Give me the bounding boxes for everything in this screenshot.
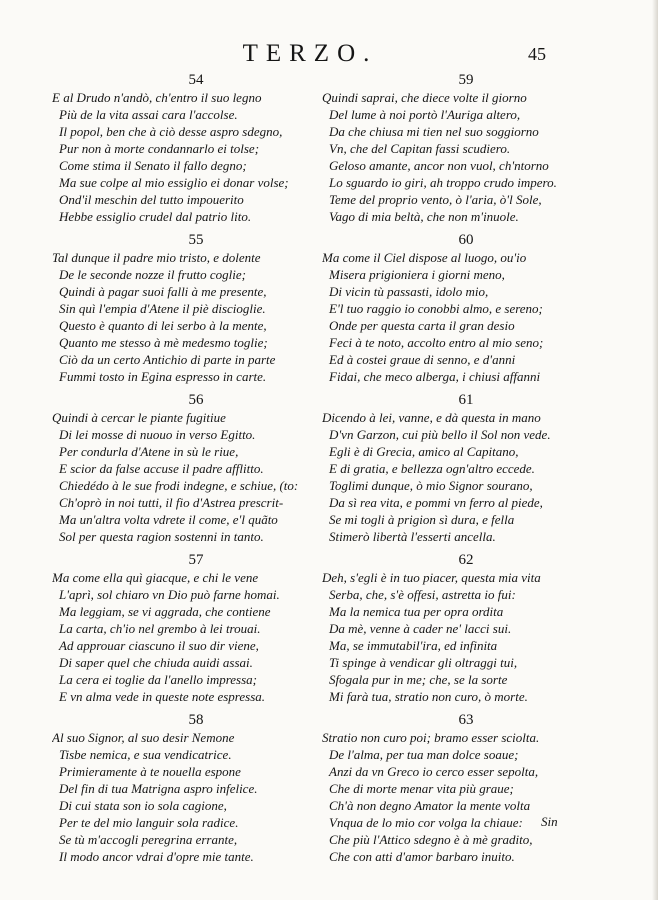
stanza-number: 61 <box>458 392 474 408</box>
verse-line: E scior da false accuse il padre afflitto. <box>59 461 264 476</box>
verse-line: Sol per questa ragion sostenni in tanto. <box>59 529 264 544</box>
verse-line: L'aprì, sol chiaro vn Dio può farne homai. <box>59 587 280 602</box>
verse-line: Teme del proprio vento, ò l'aria, ò'l Sole, <box>329 192 542 207</box>
verse-line: Ma leggiam, se vi aggrada, che contiene <box>59 604 271 619</box>
stanza <box>322 232 590 392</box>
verse-line: Vn, che del Capitan fassi scudiero. <box>329 141 511 156</box>
verse-line: Misera prigioniera i giorni meno, <box>329 267 505 282</box>
verse-line: D'vn Garzon, cui più bello il Sol non vede. <box>329 427 551 442</box>
stanza-number: 63 <box>458 712 474 728</box>
verse-line: Questo è quanto di lei serbo à la mente, <box>59 318 267 333</box>
verse-line: Ti spinge à vendicar gli oltraggi tui, <box>329 655 518 670</box>
verse-line: Fummi tosto in Egina espresso in carte. <box>59 369 267 384</box>
verse-line: Come stima il Senato il fallo degno; <box>59 158 247 173</box>
verse-line: Ma come il Ciel dispose al luogo, ou'io <box>322 250 527 265</box>
verse-line: E'l tuo raggio io conobbi almo, e sereno; <box>329 301 543 316</box>
stanza <box>52 712 320 872</box>
verse-line: Lo sguardo io giri, ah troppo crudo impero. <box>329 175 557 190</box>
verse-line: Ma come ella quì giacque, e chi le vene <box>52 570 259 585</box>
verse-line: Ciò da un certo Antichio di parte in parte <box>59 352 276 367</box>
verse-line: Ond'il meschin del tutto impouerito <box>59 192 244 207</box>
verse-line: Quindi à pagar suoi falli à me presente, <box>59 284 267 299</box>
running-head <box>0 40 658 70</box>
running-title: TERZO. <box>242 40 378 67</box>
stanza-number: 59 <box>458 72 474 88</box>
verse-line: Stimerò libertà l'esserti ancella. <box>329 529 496 544</box>
verse-line: Ch'oprò in noi tutti, il fio d'Astrea prescrit- <box>59 495 284 510</box>
verse-line: E di gratia, e bellezza ogn'altro eccede. <box>329 461 535 476</box>
verse-line: Da sì rea vita, e pommi vn ferro al piede, <box>329 495 543 510</box>
verse-line: Ma un'altra volta vdrete il come, e'l quãto <box>59 512 278 527</box>
stanza-number: 56 <box>188 392 204 408</box>
verse-line: Egli è di Grecia, amico al Capitano, <box>329 444 519 459</box>
verse-line: Pur non à morte condannarlo ei tolse; <box>59 141 260 156</box>
verse-line: Ed à costei graue di senno, e d'anni <box>329 352 516 367</box>
verse-line: Geloso amante, ancor non vuol, ch'ntorno <box>329 158 549 173</box>
verse-line: Al suo Signor, al suo desir Nemone <box>52 730 235 745</box>
verse-line: Primieramente à te nouella espone <box>59 764 241 779</box>
verse-line: Il popol, ben che à ciò desse aspro sdegno, <box>59 124 283 139</box>
verse-line: Ad approuar ciascuno il suo dir viene, <box>59 638 259 653</box>
page-number: 45 <box>528 44 546 64</box>
verse-line: Per te del mio languir sola radice. <box>59 815 239 830</box>
verse-line: Tisbe nemica, e sua vendicatrice. <box>59 747 232 762</box>
verse-line: Che più l'Attico sdegno è à mè gradito, <box>329 832 533 847</box>
verse-line: Di vicin tù passasti, idolo mio, <box>329 284 489 299</box>
verse-line: Toglimi dunque, ò mio Signor sourano, <box>329 478 533 493</box>
verse-line: Stratio non curo poi; bramo esser sciolta. <box>322 730 540 745</box>
catchword: Sin <box>541 814 558 829</box>
stanza <box>322 392 590 552</box>
stanza <box>52 232 320 392</box>
left-column <box>52 72 320 872</box>
stanza-number: 57 <box>188 552 204 568</box>
verse-line: E al Drudo n'andò, ch'entro il suo legno <box>52 90 262 105</box>
verse-line: De l'alma, per tua man dolce soaue; <box>329 747 519 762</box>
verse-line: Quindi saprai, che diece volte il giorno <box>322 90 527 105</box>
verse-line: Ma la nemica tua per opra ordita <box>329 604 504 619</box>
verse-line: Da mè, venne à cader ne' lacci sui. <box>329 621 512 636</box>
verse-line: Feci à te noto, accolto entro al mio seno; <box>329 335 544 350</box>
verse-line: Di cui stata son io sola cagione, <box>59 798 227 813</box>
verse-line: Vago di mia beltà, che non m'inuole. <box>329 209 519 224</box>
verse-line: Onde per questa carta il gran desio <box>329 318 515 333</box>
verse-line: Serba, che, s'è offesi, astretta io fui: <box>329 587 516 602</box>
stanza <box>322 712 590 872</box>
verse-line: E vn alma vede in queste note espressa. <box>59 689 266 704</box>
stanza-number: 62 <box>458 552 474 568</box>
verse-line: La carta, ch'io nel grembo à lei trouai. <box>59 621 261 636</box>
verse-line: Hebbe essiglio crudel dal patrio lito. <box>59 209 252 224</box>
verse-line: Se mi togli à prigion sì dura, e fella <box>329 512 515 527</box>
verse-line: Mi farà tua, stratio non curo, ò morte. <box>329 689 528 704</box>
verse-line: Fidai, che meco alberga, i chiusi affanni <box>329 369 541 384</box>
verse-line: Per condurla d'Atene in sù le riue, <box>59 444 239 459</box>
verse-line: Se tù m'accogli peregrina errante, <box>59 832 238 847</box>
stanza <box>52 392 320 552</box>
verse-line: Vnqua de lo mio cor volga la chiaue: <box>329 815 523 830</box>
verse-line: Del lume à noi portò l'Auriga altero, <box>329 107 521 122</box>
verse-line: Del fin di tua Matrigna aspro infelice. <box>59 781 258 796</box>
verse-line: Di lei mosse di nuouo in verso Egitto. <box>59 427 256 442</box>
verse-line: Sin quì l'empia d'Atene il piè discioglie. <box>59 301 266 316</box>
stanza-number: 60 <box>458 232 474 248</box>
verse-line: Più de la vita assai cara l'accolse. <box>59 107 238 122</box>
stanza <box>52 552 320 712</box>
right-column <box>322 72 590 872</box>
verse-line: Che di morte menar vita più graue; <box>329 781 514 796</box>
stanza <box>52 72 320 232</box>
stanza-number: 54 <box>188 72 204 88</box>
verse-line: Chiedédo à le sue frodi indegne, e schiue, (to: <box>59 478 299 493</box>
verse-line: Ch'à non degno Amator la mente volta <box>329 798 531 813</box>
verse-line: Anzi da vn Greco io cerco esser sepolta, <box>329 764 539 779</box>
page-edge <box>652 0 658 900</box>
verse-line: La cera ei toglie da l'anello impressa; <box>59 672 257 687</box>
stanza <box>322 72 590 232</box>
verse-line: Dicendo à lei, vanne, e dà questa in mano <box>322 410 541 425</box>
verse-line: Tal dunque il padre mio tristo, e dolente <box>52 250 261 265</box>
verse-line: Quindi à cercar le piante fugitiue <box>52 410 226 425</box>
verse-line: Quanto me stesso à mè medesmo toglie; <box>59 335 268 350</box>
verse-line: De le seconde nozze il frutto coglie; <box>59 267 247 282</box>
verse-line: Ma, se immutabil'ira, ed infinita <box>329 638 498 653</box>
verse-line: Sfogala pur in me; che, se la sorte <box>329 672 508 687</box>
verse-line: Da che chiusa mi tien nel suo soggiorno <box>329 124 539 139</box>
verse-line: Che con atti d'amor barbaro inuito. <box>329 849 515 864</box>
verse-line: Ma sue colpe al mio essiglio ei donar volse; <box>59 175 289 190</box>
stanza-number: 55 <box>188 232 204 248</box>
verse-line: Di saper quel che chiuda auidi assai. <box>59 655 253 670</box>
stanza <box>322 552 590 712</box>
verse-line: Deh, s'egli è in tuo piacer, questa mia vita <box>322 570 541 585</box>
stanza-number: 58 <box>188 712 204 728</box>
verse-line: Il modo ancor vdrai d'opre mie tante. <box>59 849 254 864</box>
